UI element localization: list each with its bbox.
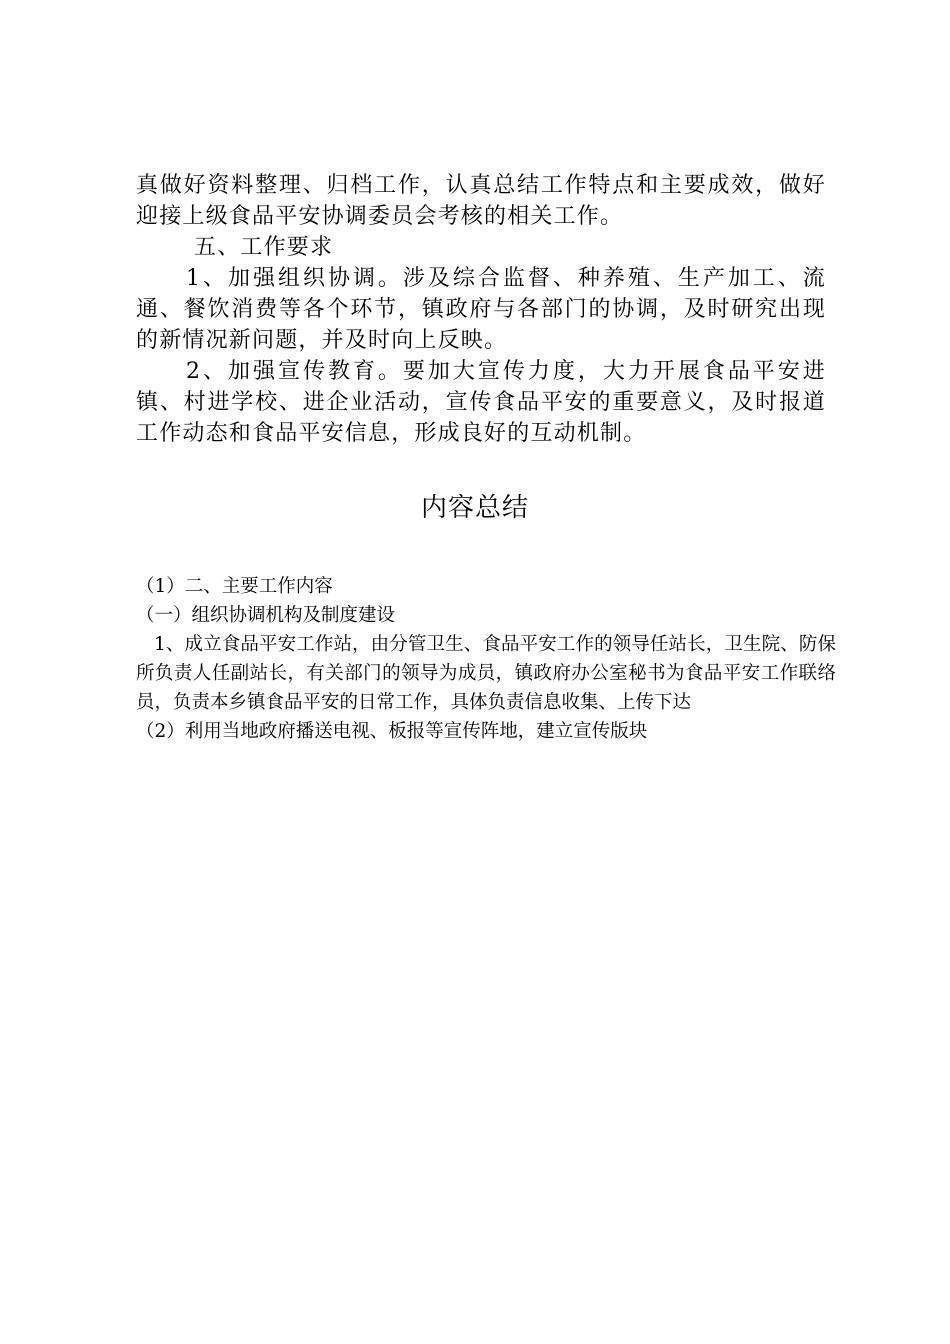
requirement-1-paragraph: 1、加强组织协调。涉及综合监督、种养殖、生产加工、流通、餐饮消费等各个环节，镇政府与各部门的协调，及时研究出现的新情况新问题，并及时向上反映。: [136, 266, 826, 353]
summary-item-1: （1）二、主要工作内容: [136, 576, 333, 597]
summary-title: 内容总结: [420, 493, 529, 523]
summary-item-1-detail: 1、成立食品平安工作站，由分管卫生、食品平安工作的领导任站长，卫生院、防保所负责人任副站长，有关部门的领导为成员，镇政府办公室秘书为食品平安工作联络员，负责本乡镇食品平安的日常工作，具体负责信息收集、上传下达: [136, 634, 836, 713]
requirement-2-paragraph: 2、加强宣传教育。要加大宣传力度，大力开展食品平安进镇、村进学校、进企业活动，宣传食品平安的重要意义，及时报道工作动态和食品平安信息，形成良好的互动机制。: [136, 359, 826, 446]
summary-section: [136, 572, 836, 746]
summary-item-1-sub: （一）组织协调机构及制度建设: [136, 605, 396, 626]
document-body: [136, 170, 826, 449]
continuation-paragraph: 真做好资料整理、归档工作，认真总结工作特点和主要成效，做好迎接上级食品平安协调委员会考核的相关工作。: [136, 173, 826, 229]
section-five-heading: 五、工作要求: [194, 235, 334, 260]
summary-item-2: （2）利用当地政府播送电视、板报等宣传阵地，建立宣传版块: [136, 721, 648, 742]
